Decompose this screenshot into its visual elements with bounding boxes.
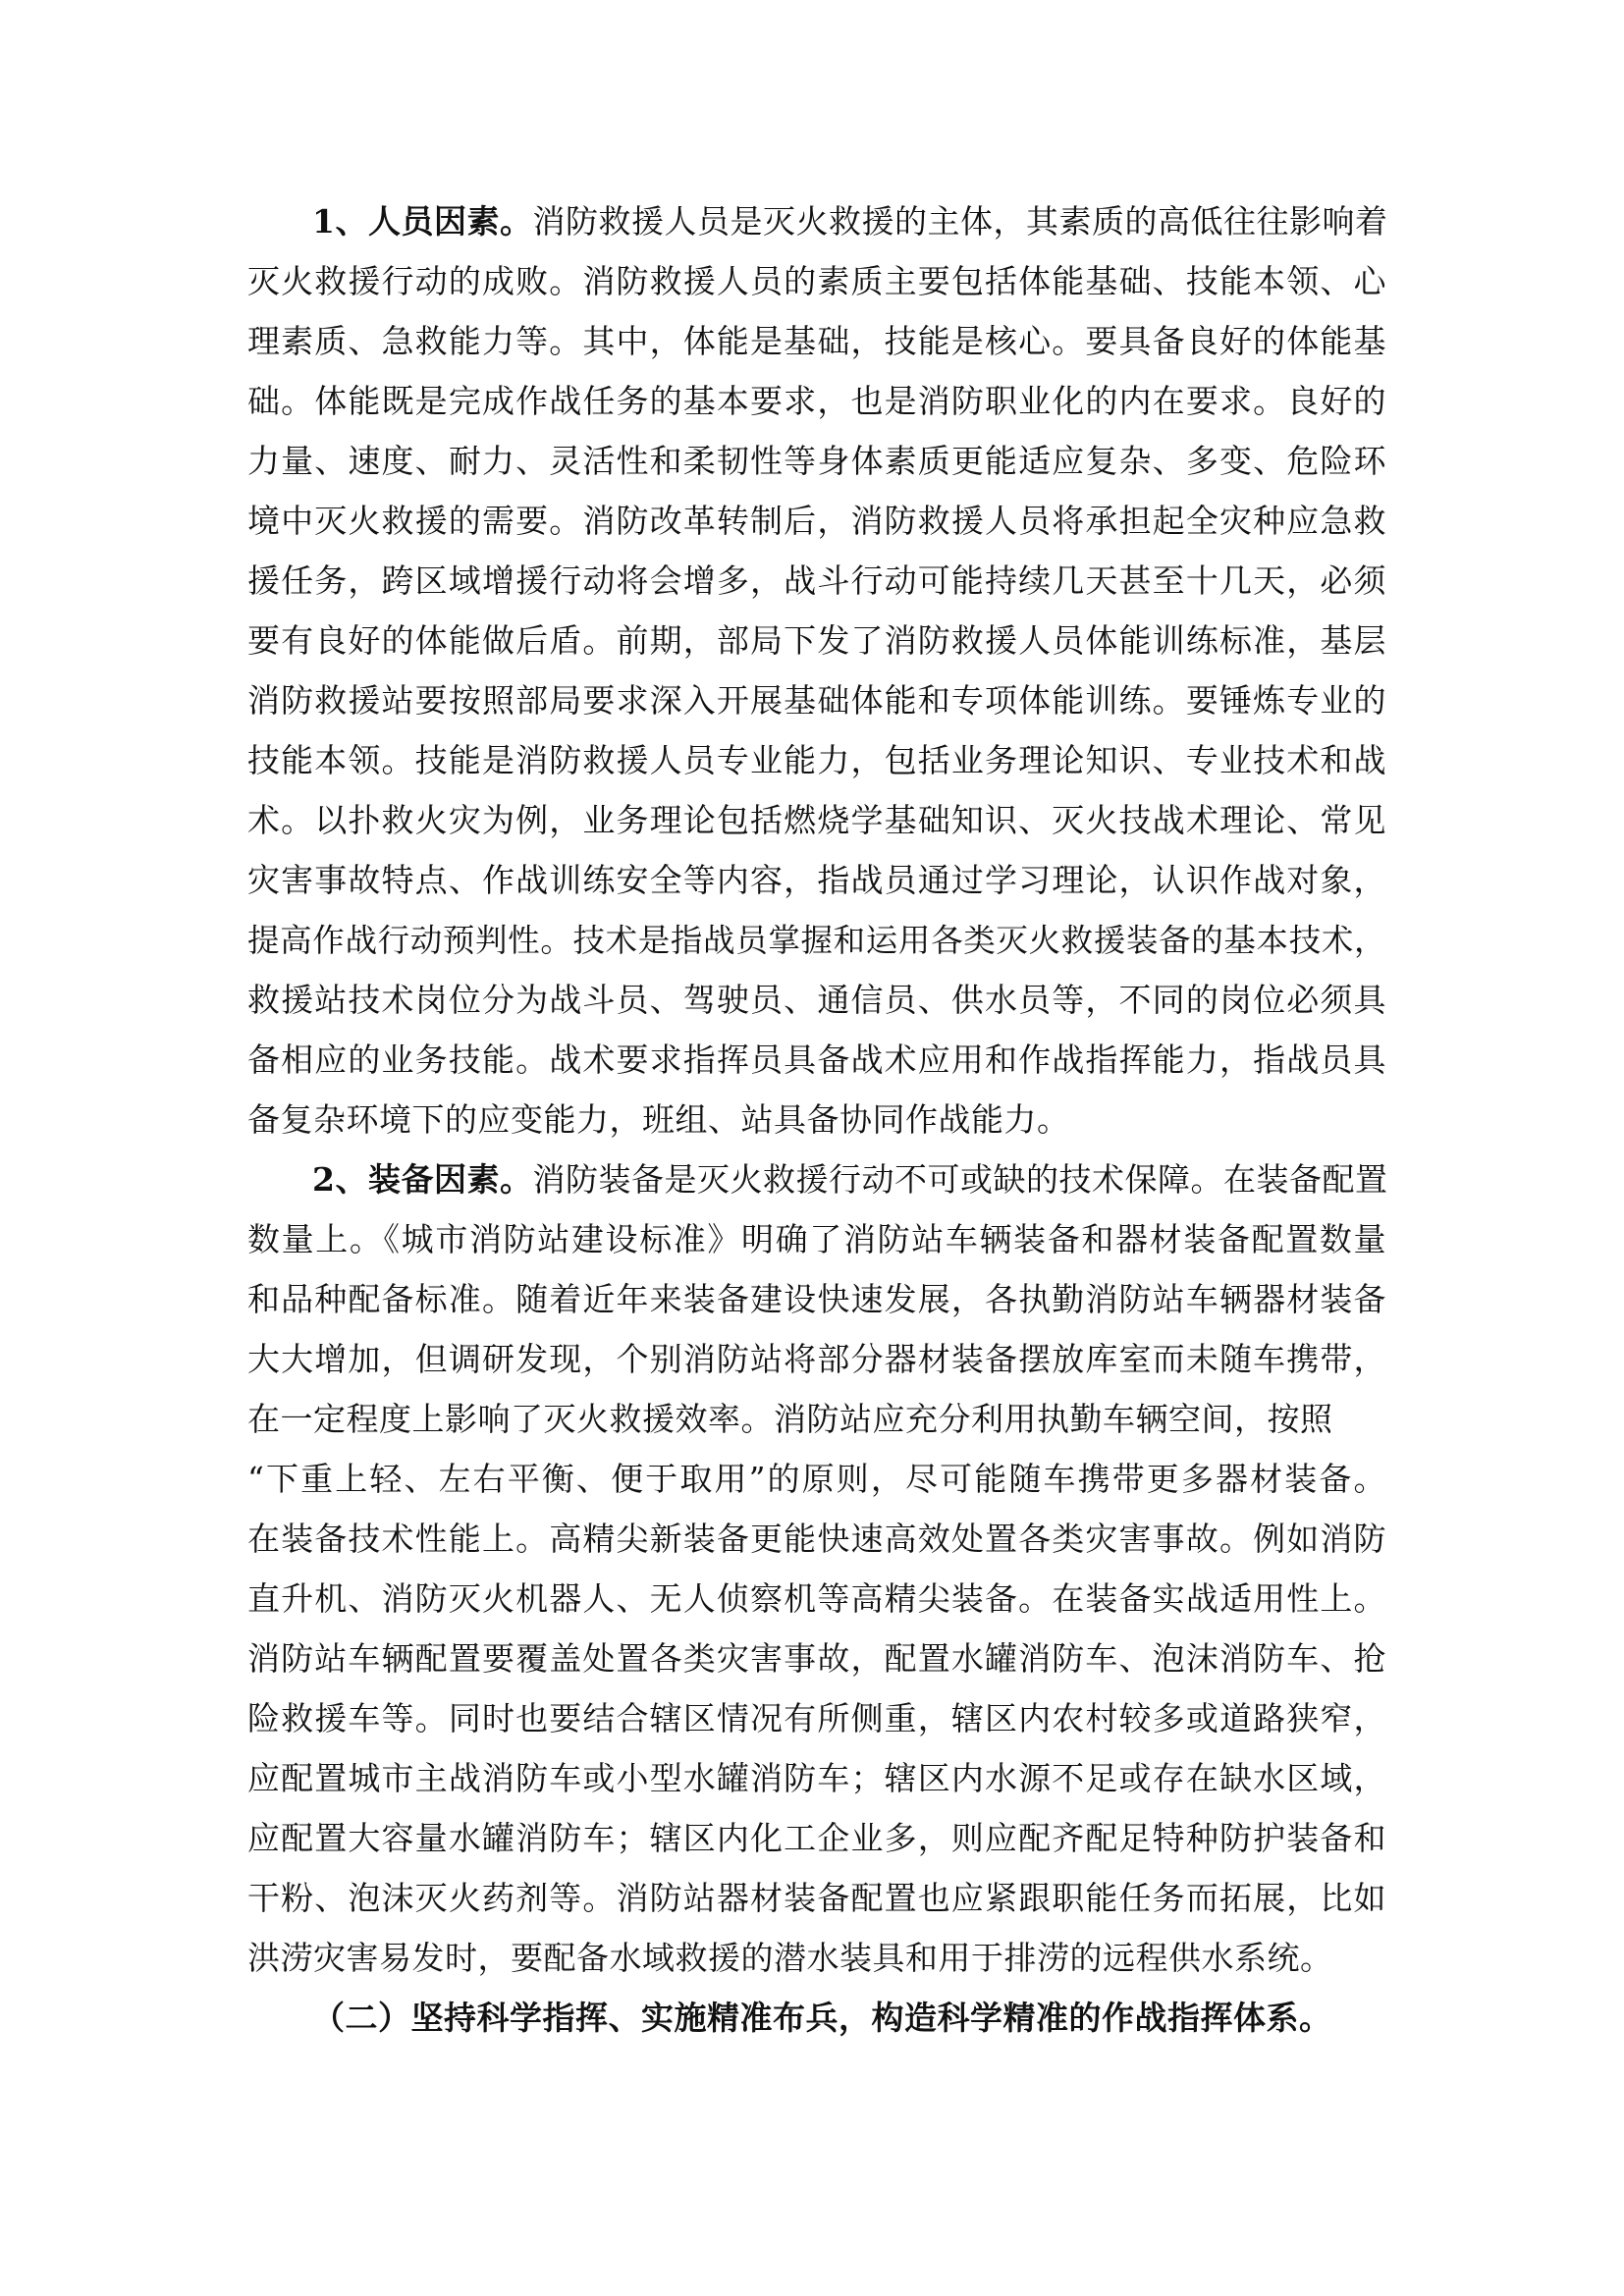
paragraph-line: 消防救援站要按照部局要求深入开展基础体能和专项体能训练。要锤炼专业的 xyxy=(247,681,1386,720)
paragraph-line: 础。体能既是完成作战任务的基本要求，也是消防职业化的内在要求。良好的 xyxy=(247,382,1386,420)
paragraph-line: 大大增加，但调研发现，个别消防站将部分器材装备摆放库室而未随车携带， xyxy=(247,1340,1386,1378)
paragraph-line: 灭火救援行动的成败。消防救援人员的素质主要包括体能基础、技能本领、心 xyxy=(247,262,1386,300)
paragraph-line: 洪涝灾害易发时，要配备水域救援的潜水装具和用于排涝的远程供水系统。 xyxy=(247,1939,1333,1977)
section-heading: （二）坚持科学指挥、实施精准布兵，构造科学精准的作战指挥体系。 xyxy=(312,1999,1332,2037)
paragraph-line: 要有良好的体能做后盾。前期，部局下发了消防救援人员体能训练标准，基层 xyxy=(247,621,1386,660)
paragraph-line: 消防站车辆配置要覆盖处置各类灾害事故，配置水罐消防车、泡沫消防车、抢 xyxy=(247,1639,1386,1678)
paragraph-line: 应配置大容量水罐消防车；辖区内化工企业多，则应配齐配足特种防护装备和 xyxy=(247,1819,1386,1857)
paragraph-line: 灾害事故特点、作战训练安全等内容，指战员通过学习理论，认识作战对象， xyxy=(247,861,1386,899)
paragraph-line: 境中灭火救援的需要。消防改革转制后，消防救援人员将承担起全灾种应急救 xyxy=(247,502,1386,540)
paragraph-line: 救援站技术岗位分为战斗员、驾驶员、通信员、供水员等，不同的岗位必须具 xyxy=(247,981,1386,1019)
paragraph-line: 备相应的业务技能。战术要求指挥员具备战术应用和作战指挥能力，指战员具 xyxy=(247,1041,1386,1079)
paragraph-line xyxy=(247,1150,1386,1209)
paragraph-lead: 2、装备因素。 xyxy=(312,1160,533,1199)
paragraph-line: 援任务，跨区域增援行动将会增多，战斗行动可能持续几天甚至十几天，必须 xyxy=(247,561,1386,600)
paragraph-lead: 1、人员因素。 xyxy=(312,202,533,240)
paragraph-line: 应配置城市主战消防车或小型水罐消防车；辖区内水源不足或存在缺水区域， xyxy=(247,1759,1386,1797)
paragraph-line: 险救援车等。同时也要结合辖区情况有所侧重，辖区内农村较多或道路狭窄， xyxy=(247,1699,1386,1737)
paragraph-line: 在装备技术性能上。高精尖新装备更能快速高效处置各类灾害事故。例如消防 xyxy=(247,1520,1386,1558)
paragraph-line: 技能本领。技能是消防救援人员专业能力，包括业务理论知识、专业技术和战 xyxy=(247,741,1386,779)
paragraph-line: “下重上轻、左右平衡、便于取用”的原则，尽可能随车携带更多器材装备。 xyxy=(247,1460,1386,1498)
paragraph-text: 消防救援人员是灭火救援的主体，其素质的高低往往影响着 xyxy=(532,202,1388,240)
paragraph-line: 数量上。《城市消防站建设标准》明确了消防站车辆装备和器材装备配置数量 xyxy=(247,1220,1386,1258)
paragraph-text: 消防装备是灭火救援行动不可或缺的技术保障。在装备配置 xyxy=(532,1160,1388,1199)
paragraph-line: 理素质、急救能力等。其中，体能是基础，技能是核心。要具备良好的体能基 xyxy=(247,322,1386,360)
paragraph-line: 备复杂环境下的应变能力，班组、站具备协同作战能力。 xyxy=(247,1100,1070,1139)
paragraph-line xyxy=(247,192,1386,251)
paragraph-line: 术。以扑救火灾为例，业务理论包括燃烧学基础知识、灭火技战术理论、常见 xyxy=(247,801,1386,839)
paragraph-line: 力量、速度、耐力、灵活性和柔韧性等身体素质更能适应复杂、多变、危险环 xyxy=(247,442,1386,480)
paragraph-line: 干粉、泡沫灭火药剂等。消防站器材装备配置也应紧跟职能任务而拓展，比如 xyxy=(247,1879,1386,1917)
paragraph-line: 直升机、消防灭火机器人、无人侦察机等高精尖装备。在装备实战适用性上。 xyxy=(247,1579,1386,1618)
paragraph-line: 在一定程度上影响了灭火救援效率。消防站应充分利用执勤车辆空间，按照 xyxy=(247,1400,1333,1438)
paragraph-line: 提高作战行动预判性。技术是指战员掌握和运用各类灭火救援装备的基本技术， xyxy=(247,922,1386,959)
paragraph-line: 和品种配备标准。随着近年来装备建设快速发展，各执勤消防站车辆器材装备 xyxy=(247,1280,1386,1318)
